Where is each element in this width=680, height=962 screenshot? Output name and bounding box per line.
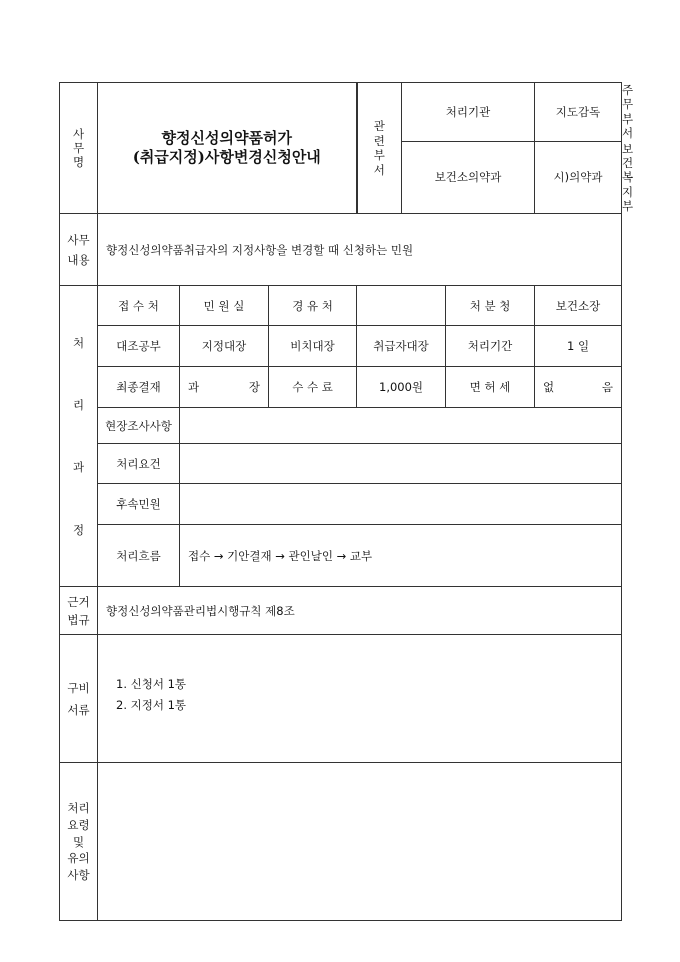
site-survey-value xyxy=(180,408,622,444)
conditions-value xyxy=(180,444,622,484)
followup-value xyxy=(180,484,622,525)
row-label-service-name: 사 무 명 xyxy=(60,83,98,214)
flow-label: 처리흐름 xyxy=(98,525,180,587)
fee-label: 수 수 료 xyxy=(269,367,357,408)
document-item: 1. 신청서 1통 xyxy=(116,677,187,692)
final-approval-value: 과 장 xyxy=(180,367,269,408)
handling-office-value: 보건소장 xyxy=(535,286,622,326)
content-text: 향정신성의약품취급자의 지정사항을 변경할 때 신청하는 민원 xyxy=(98,214,622,286)
dept-header-processing-agency: 처리기관 xyxy=(402,83,535,142)
notes-label: 처리 요령 및 유의 사항 xyxy=(60,763,98,921)
content-label: 사무 내용 xyxy=(60,214,98,286)
period-value: 1 일 xyxy=(535,326,622,367)
flow-value: 접수 → 기안결재 → 관인날인 → 교부 xyxy=(180,525,622,587)
notes-text xyxy=(98,763,622,921)
documents-label: 구비 서류 xyxy=(60,635,98,763)
receipt-label: 접 수 처 xyxy=(98,286,180,326)
license-tax-label: 면 허 세 xyxy=(446,367,535,408)
page-title xyxy=(98,83,357,214)
title-line-2: (취급지정)사항변경신청안내 xyxy=(132,148,321,167)
archive-value: 취급자대장 xyxy=(357,326,446,367)
final-approval-label: 최종결재 xyxy=(98,367,180,408)
via-value xyxy=(357,286,446,326)
ledger-label: 대조공부 xyxy=(98,326,180,367)
legal-text: 향정신성의약품관리법시행규칙 제8조 xyxy=(98,587,622,635)
legal-label: 근거 법규 xyxy=(60,587,98,635)
title-line-1: 향정신성의약품허가 xyxy=(161,129,292,148)
ledger-value: 지정대장 xyxy=(180,326,269,367)
handling-office-label: 처 분 청 xyxy=(446,286,535,326)
site-survey-label: 현장조사사항 xyxy=(98,408,180,444)
related-dept-label: 관 련 부 서 xyxy=(357,83,402,214)
civil-service-guide-form: 사 무 명 향정신성의약품허가 (취급지정)사항변경신청안내 관 련 부 서 처리기관 지도감독 주무부서 보건소의약과 시)의약과 보건복지부 사무 내용 향정신성의약품취급자의 지정사항을 변경할 때 신청하는 민원 처 리 과 정 접 수 처 민 원 실 경 유 처 처 분 청 보건소장 대조공부 지정대장 비치대장 취급자대장 처리기간 1 일 최종결재 과 장 수 수 료 1,000원 면 허 세 없 음 현장조사사항 처리요건 후속민원 처리흐름 접수 → 기안결재 → 관인날인 → 교부 근거 법규 향정신성의약품관리법시행규칙 제8조 구비 서류 1. 신청서 1통 2. 지정서 1통 처리 요령 및 유의 사항 xyxy=(59,82,622,921)
via-label: 경 유 처 xyxy=(269,286,357,326)
documents-list xyxy=(98,635,622,763)
document-item: 2. 지정서 1통 xyxy=(116,697,187,712)
dept-header-supervision: 지도감독 xyxy=(535,83,622,142)
dept-value-supervision: 시)의약과 xyxy=(535,141,622,214)
fee-value: 1,000원 xyxy=(357,367,446,408)
period-label: 처리기간 xyxy=(446,326,535,367)
license-tax-value: 없 음 xyxy=(535,367,622,408)
dept-value-processing-agency: 보건소의약과 xyxy=(402,141,535,214)
conditions-label: 처리요건 xyxy=(98,444,180,484)
receipt-value: 민 원 실 xyxy=(180,286,269,326)
followup-label: 후속민원 xyxy=(98,484,180,525)
process-label: 처 리 과 정 xyxy=(60,286,98,587)
archive-label: 비치대장 xyxy=(269,326,357,367)
